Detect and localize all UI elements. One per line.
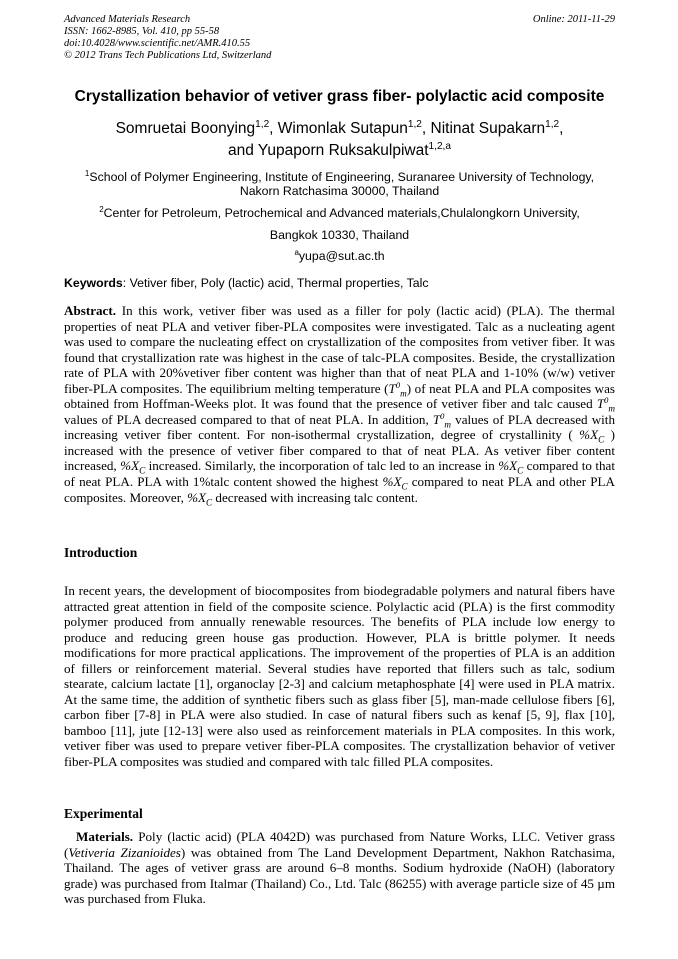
text-segment: Poly (lactic acid) (PLA 4042D) was purchased from Nature Works, LLC. Vetiver grass (	[64, 829, 615, 860]
separator: ,	[559, 120, 564, 137]
affiliation-mark: 1	[84, 169, 90, 179]
text-segment: m	[400, 388, 407, 399]
email	[64, 249, 615, 263]
journal-header	[64, 14, 615, 62]
affiliation-mark: 2	[99, 205, 104, 215]
paper-title: Crystallization behavior of vetiver grass fiber- polylactic acid composite	[74, 88, 605, 105]
text-segment: T	[388, 380, 396, 396]
text-segment: ) was obtained from The Land Development Department, Nakhon Ratchasima, Thailand. The ages of vetiver grass are around 6–8 months. Sodium hydroxide (NaOH) (laboratory grade) was purchased from Italmar (Thailand) Co., Ltd. Talc (86255) with average particle size of 45 µm was purchased from Fluka.	[64, 844, 615, 907]
author-affiliation-mark: 1,2,a	[428, 140, 451, 152]
text-segment: C	[206, 497, 213, 508]
introduction-text: In recent years, the development of biocomposites from biodegradable polymers and natural fibers have attracted great attention in field of the composite science. Polylactic acid (PLA) is the first commodity polymer produced from annually renewable resources. The benefits of PLA include low energy to produce and reducing green house gas production. However, PLA is brittle polymer. It needs modifications for more practical applications. The improvement of the properties of PLA is an addition of fillers or reinforcement material. Several studies have reported that fillers such as talc, sodium stearate, calcium lactate [1], organoclay [2-3] and calcium metaphosphate [4] were used in PLA matrix. At the same time, the addition of synthetic fibers such as glass fiber [5], man-made cellulose fibers [6], carbon fiber [7-8] in PLA were also studied. In case of natural fibers such as kenaf [5, 9], flax [10], bamboo [11], jute [12-13] were also used as reinforcement materials in PLA composites. In this work, vetiver fiber was used to prepare vetiver fiber-PLA composites. The crystallization behavior of vetiver fiber-PLA composites was studied and compared with talc filled PLA composites.	[64, 583, 615, 770]
text-segment: In this work, vetiver fiber was used as a filler for poly (lactic acid) (PLA). The thermal properties of neat PLA and vetiver fiber-PLA composites were investigated. Talc as a nucleating agent was used to compare the nucleating effect on crystallization of the composites from vetiver fiber. It was found that crystallization rate was highest in the case of talc-PLA composites. Beside, the crystallization rate of PLA with 20%vetiver fiber content was higher than that of neat PLA and 1-10% (w/w) vetiver fiber-PLA composites. The equilibrium melting temperature (	[64, 303, 615, 396]
affiliation-1	[64, 170, 615, 198]
keywords-text: : Vetiver fiber, Poly (lactic) acid, Thermal properties, Talc	[122, 276, 429, 290]
text-segment: values of PLA decreased compared to that of neat PLA. In addition,	[64, 411, 433, 427]
text-segment: 0	[395, 379, 401, 390]
affiliation-line: Bangkok 10330, Thailand	[269, 228, 410, 242]
text-segment: 0	[604, 395, 609, 406]
author: Wimonlak Sutapun	[277, 120, 408, 137]
affiliation-line: Nakorn Ratchasima 30000, Thailand	[239, 184, 440, 198]
text-segment: m	[444, 419, 452, 430]
introduction-heading: Introduction	[64, 545, 138, 560]
text-segment: Vetiveria Zizanioides	[68, 844, 181, 860]
keywords	[64, 276, 615, 290]
journal-name: Advanced Materials Research	[64, 14, 191, 25]
text-segment: %X	[120, 458, 140, 474]
author-affiliation-mark: 1,2	[255, 118, 270, 130]
text-segment: compared to neat PLA and other PLA composites. Moreover,	[64, 474, 615, 505]
author-affiliation-mark: 1,2	[407, 118, 422, 130]
author-list	[64, 118, 615, 162]
text-segment: values of PLA decreased with increasing vetiver fiber content. For non-isothermal crystallization, degree of crystallinity (	[64, 411, 615, 443]
abstract	[64, 303, 615, 508]
text-segment: ) of neat PLA and PLA composites was obtained from Hoffman-Weeks plot. It was found that the presence of vetiver fiber and talc caused	[64, 380, 615, 412]
affiliation-line: Center for Petroleum, Petrochemical and Advanced materials,Chulalongkorn University,	[103, 206, 580, 220]
text-segment: %X	[498, 458, 518, 474]
author: Nitinat Supakarn	[430, 120, 546, 137]
keywords-label: Keywords	[64, 276, 123, 290]
text-segment: Materials.	[76, 829, 134, 844]
email-mark: a	[294, 248, 299, 258]
text-segment: C	[401, 481, 408, 492]
text-segment: C	[517, 466, 524, 477]
text-segment: Abstract.	[64, 303, 116, 318]
separator: ,	[421, 120, 431, 137]
online-date: Online: 2011-11-29	[532, 14, 615, 25]
text-segment: %X	[579, 427, 599, 443]
affiliation-2	[64, 206, 615, 242]
author: and Yupaporn Ruksakulpiwat	[228, 142, 429, 159]
text-segment: increased. Similarly, the incorporation of talc led to an increase in	[145, 458, 499, 474]
text-segment: C	[598, 434, 605, 445]
author-affiliation-mark: 1,2	[545, 118, 560, 130]
text-segment: C	[139, 466, 146, 477]
text-segment: ) increased with the presence of vetiver fiber compared to that of neat PLA. As vetiver fiber content increased,	[64, 427, 615, 474]
text-segment: compared to that of neat PLA. PLA with 1%talc content showed the highest	[64, 458, 615, 490]
text-segment: %X	[382, 474, 402, 490]
materials-paragraph	[64, 829, 615, 907]
text-segment: decreased with increasing talc content.	[212, 489, 418, 505]
issn: ISSN: 1662-8985, Vol. 410, pp 55-58	[64, 26, 220, 37]
text-segment: 0	[440, 410, 445, 421]
author: Somruetai Boonying	[115, 120, 256, 137]
experimental-heading: Experimental	[64, 806, 143, 821]
separator: ,	[269, 120, 278, 137]
text-segment: T	[596, 396, 605, 412]
text-segment: T	[432, 411, 441, 427]
copyright: © 2012 Trans Tech Publications Ltd, Switzerland	[64, 50, 272, 61]
text-segment: m	[608, 403, 615, 414]
email-address: yupa@sut.ac.th	[298, 249, 385, 263]
doi: doi:10.4028/www.scientific.net/AMR.410.55	[64, 38, 251, 49]
text-segment: %X	[187, 489, 207, 505]
affiliation-line: School of Polymer Engineering, Institute of Engineering, Suranaree University of Technology,	[89, 170, 595, 184]
